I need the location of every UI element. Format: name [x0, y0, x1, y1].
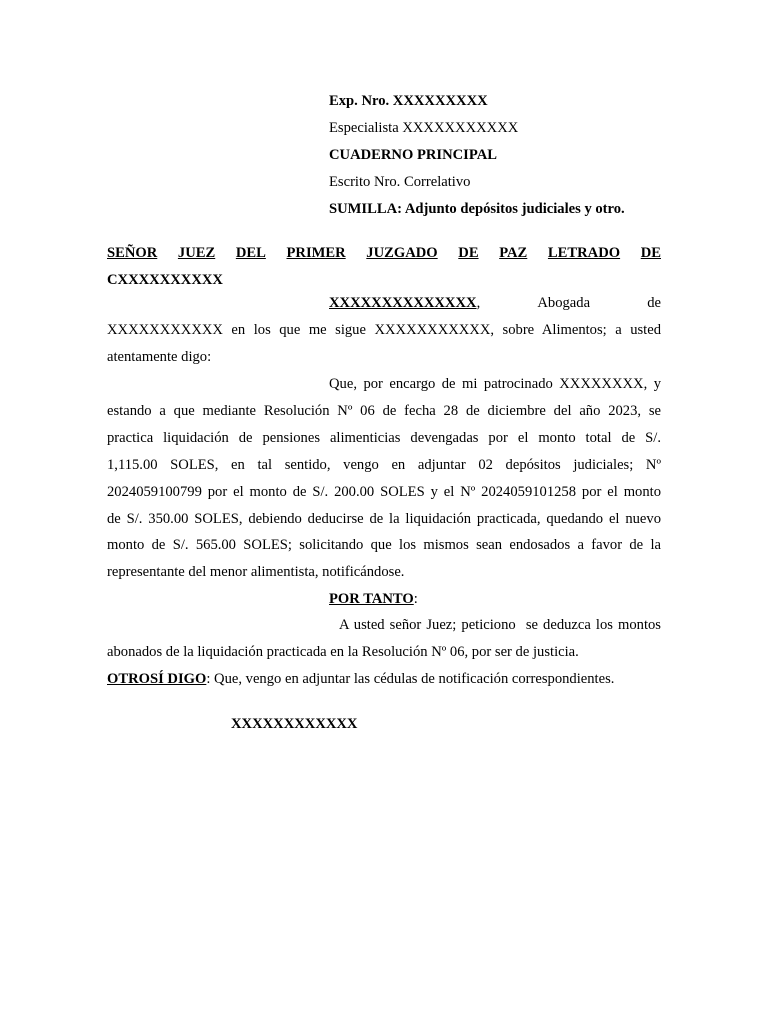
body-line-4: 1,115.00 SOLES, en tal sentido, vengo en adjuntar 02 depósitos judiciales; Nº [107, 456, 661, 473]
por-tanto-line-1: A usted señor Juez; peticiono se deduzca los montos [339, 617, 661, 633]
intro-line-3: atentamente digo: [107, 348, 212, 365]
por-tanto-label: POR TANTO [329, 591, 414, 607]
por-tanto-heading [329, 590, 418, 608]
intro-de: de [647, 295, 661, 311]
addressee-word: PAZ [499, 245, 528, 261]
addressee-line-1 [107, 240, 661, 267]
intro-paragraph [107, 290, 661, 371]
por-tanto-paragraph [107, 612, 661, 666]
addressee-word: SEÑOR [107, 245, 158, 261]
por-tanto-line-2: abonados de la liquidación practicada en la Resolución Nº 06, por ser de justicia. [107, 643, 579, 660]
addressee-word: JUZGADO [366, 245, 438, 261]
body-paragraph [107, 371, 661, 586]
sumilla [329, 200, 625, 218]
por-tanto-colon: : [413, 591, 418, 607]
sumilla-label: SUMILLA: [329, 201, 402, 217]
addressee-word: DE [458, 245, 479, 261]
otrosi-paragraph [107, 670, 614, 688]
expediente-number: Exp. Nro. XXXXXXXXX [329, 93, 488, 109]
addressee-word: LETRADO [547, 245, 621, 261]
otrosi-label: OTROSÍ DIGO [107, 671, 207, 687]
intro-comma: , [476, 295, 481, 311]
addressee-word: PRIMER [286, 245, 346, 261]
body-line-7: monto de S/. 565.00 SOLES; solicitando que los mismos sean endosados a favor de la [107, 537, 661, 554]
sumilla-text: Adjunto depósitos judiciales y otro. [401, 201, 625, 217]
body-line-5: 2024059100799 por el monto de S/. 200.00 SOLES y el Nº 2024059101258 por el monto [107, 483, 661, 500]
otrosi-text: : Que, vengo en adjuntar las cédulas de notificación correspondientes. [206, 671, 615, 687]
body-line-6: de S/. 350.00 SOLES, debiendo deducirse de la liquidación practicada, quedando el nuevo [107, 510, 661, 527]
especialista: Especialista XXXXXXXXXXX [329, 120, 519, 136]
body-line-2: estando a que mediante Resolución Nº 06 de fecha 28 de diciembre del año 2023, se [107, 402, 661, 419]
signature-name: XXXXXXXXXXXX [231, 716, 358, 732]
intro-abogada: Abogada [537, 295, 591, 311]
lawyer-name: XXXXXXXXXXXXXX [329, 295, 477, 311]
body-line-3: practica liquidación de pensiones alimenticias devengadas por el monto total de S/. [107, 429, 661, 446]
body-line-8: representante del menor alimentista, notificándose. [107, 564, 405, 581]
body-line-1: Que, por encargo de mi patrocinado XXXXXXXX, y [329, 376, 661, 392]
cuaderno: CUADERNO PRINCIPAL [329, 147, 497, 163]
addressee [107, 240, 661, 294]
intro-line-2: XXXXXXXXXXX en los que me sigue XXXXXXXXXXX, sobre Alimentos; a usted [107, 321, 661, 338]
escrito-number: Escrito Nro. Correlativo [329, 174, 471, 190]
addressee-word: DEL [235, 245, 266, 261]
addressee-word: DE [640, 245, 661, 261]
intro-line-1 [107, 290, 661, 317]
addressee-word: JUEZ [177, 245, 216, 261]
addressee-line-2: CXXXXXXXXXX [107, 272, 223, 288]
intro-name-wrap [329, 290, 480, 317]
